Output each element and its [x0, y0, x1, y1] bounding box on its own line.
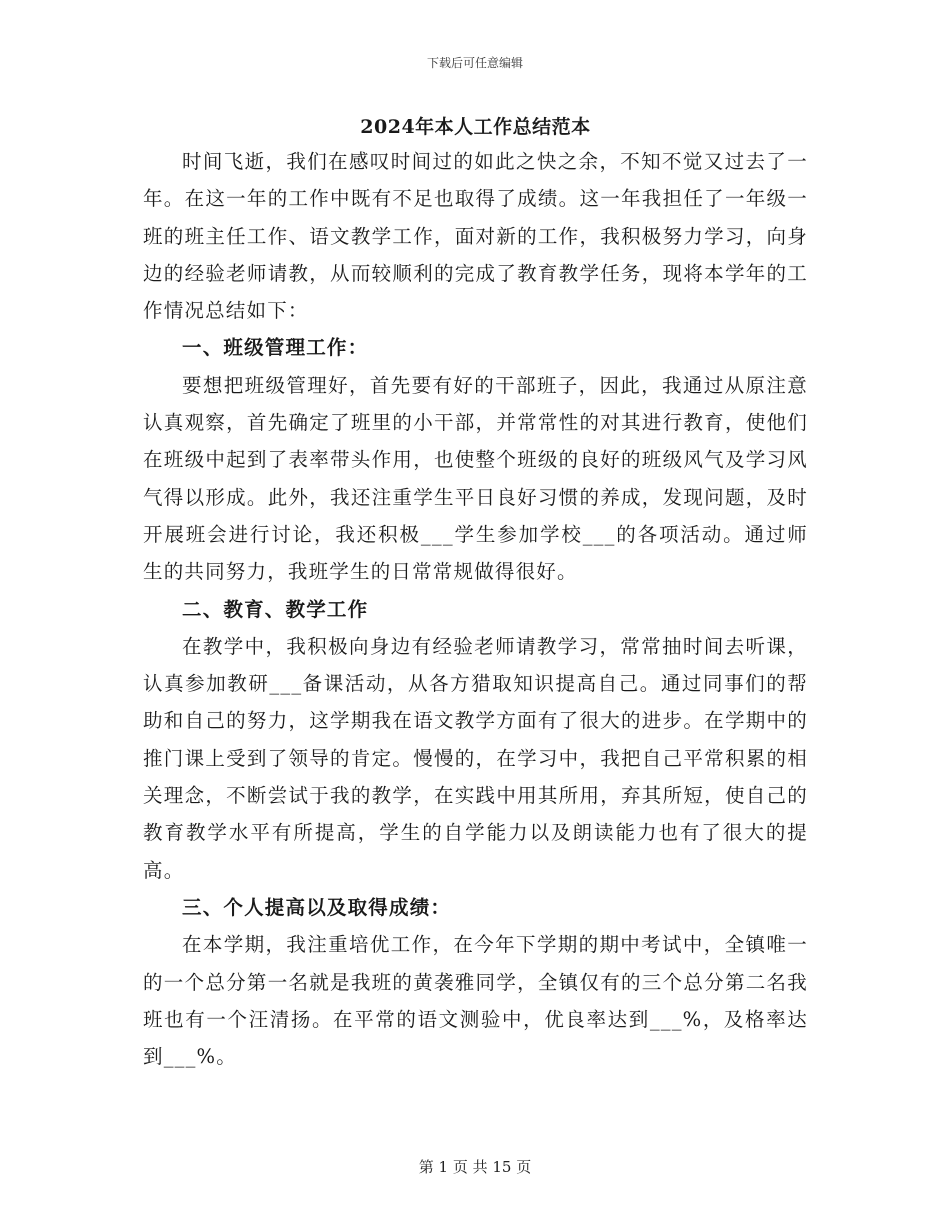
document-title: 2024年本人工作总结范本: [360, 116, 591, 138]
document-body: [143, 113, 808, 1075]
section-body-class-management: 要想把班级管理好，首先要有好的干部班子，因此，我通过从原注意认真观察，首先确定了班里的小干部，并常常性的对其进行教育，使他们在班级中起到了表率带头作用，也使整个班级的良好的班级风气及学习风气得以形成。此外，我还注重学生平日良好习惯的养成，发现问题，及时开展班会进行讨论，我还积极___学生参加学校___的各项活动。通过师生的共同努力，我班学生的日常常规做得很好。: [143, 373, 808, 584]
page-footer: 第 1 页 共 15 页: [418, 1158, 532, 1176]
section-body-teaching: 在教学中，我积极向身边有经验老师请教学习，常常抽时间去听课，认真参加教研___备课活动，从各方猎取知识提高自己。通过同事们的帮助和自己的努力，这学期我在语文教学方面有了很大的进步。在学期中的推门课上受到了领导的肯定。慢慢的，在学习中，我把自己平常积累的相关理念，不断尝试于我的教学，在实践中用其所用，弃其所短，使自己的教育教学水平有所提高，学生的自学能力以及朗读能力也有了很大的提高。: [143, 634, 808, 882]
intro-paragraph: 时间飞逝，我们在感叹时间过的如此之快之余，不知不觉又过去了一年。在这一年的工作中既有不足也取得了成绩。这一年我担任了一年级一班的班主任工作、语文教学工作，面对新的工作，我积极努力学习，向身边的经验老师请教，从而较顺利的完成了教育教学任务，现将本学年的工作情况总结如下：: [143, 150, 808, 323]
section-body-achievements: 在本学期，我注重培优工作，在今年下学期的期中考试中，全镇唯一的一个总分第一名就是我班的黄袭雅同学，全镇仅有的三个总分第二名我班也有一个汪清扬。在平常的语文测验中，优良率达到___%，及格率达到___%。: [143, 933, 808, 1069]
page-header-note: 下载后可任意编辑: [426, 56, 523, 70]
section-heading-achievements: 三、个人提高以及取得成绩：: [182, 895, 452, 919]
section-heading-teaching: 二、教育、教学工作: [182, 597, 369, 621]
section-heading-class-management: 一、班级管理工作：: [182, 336, 369, 360]
